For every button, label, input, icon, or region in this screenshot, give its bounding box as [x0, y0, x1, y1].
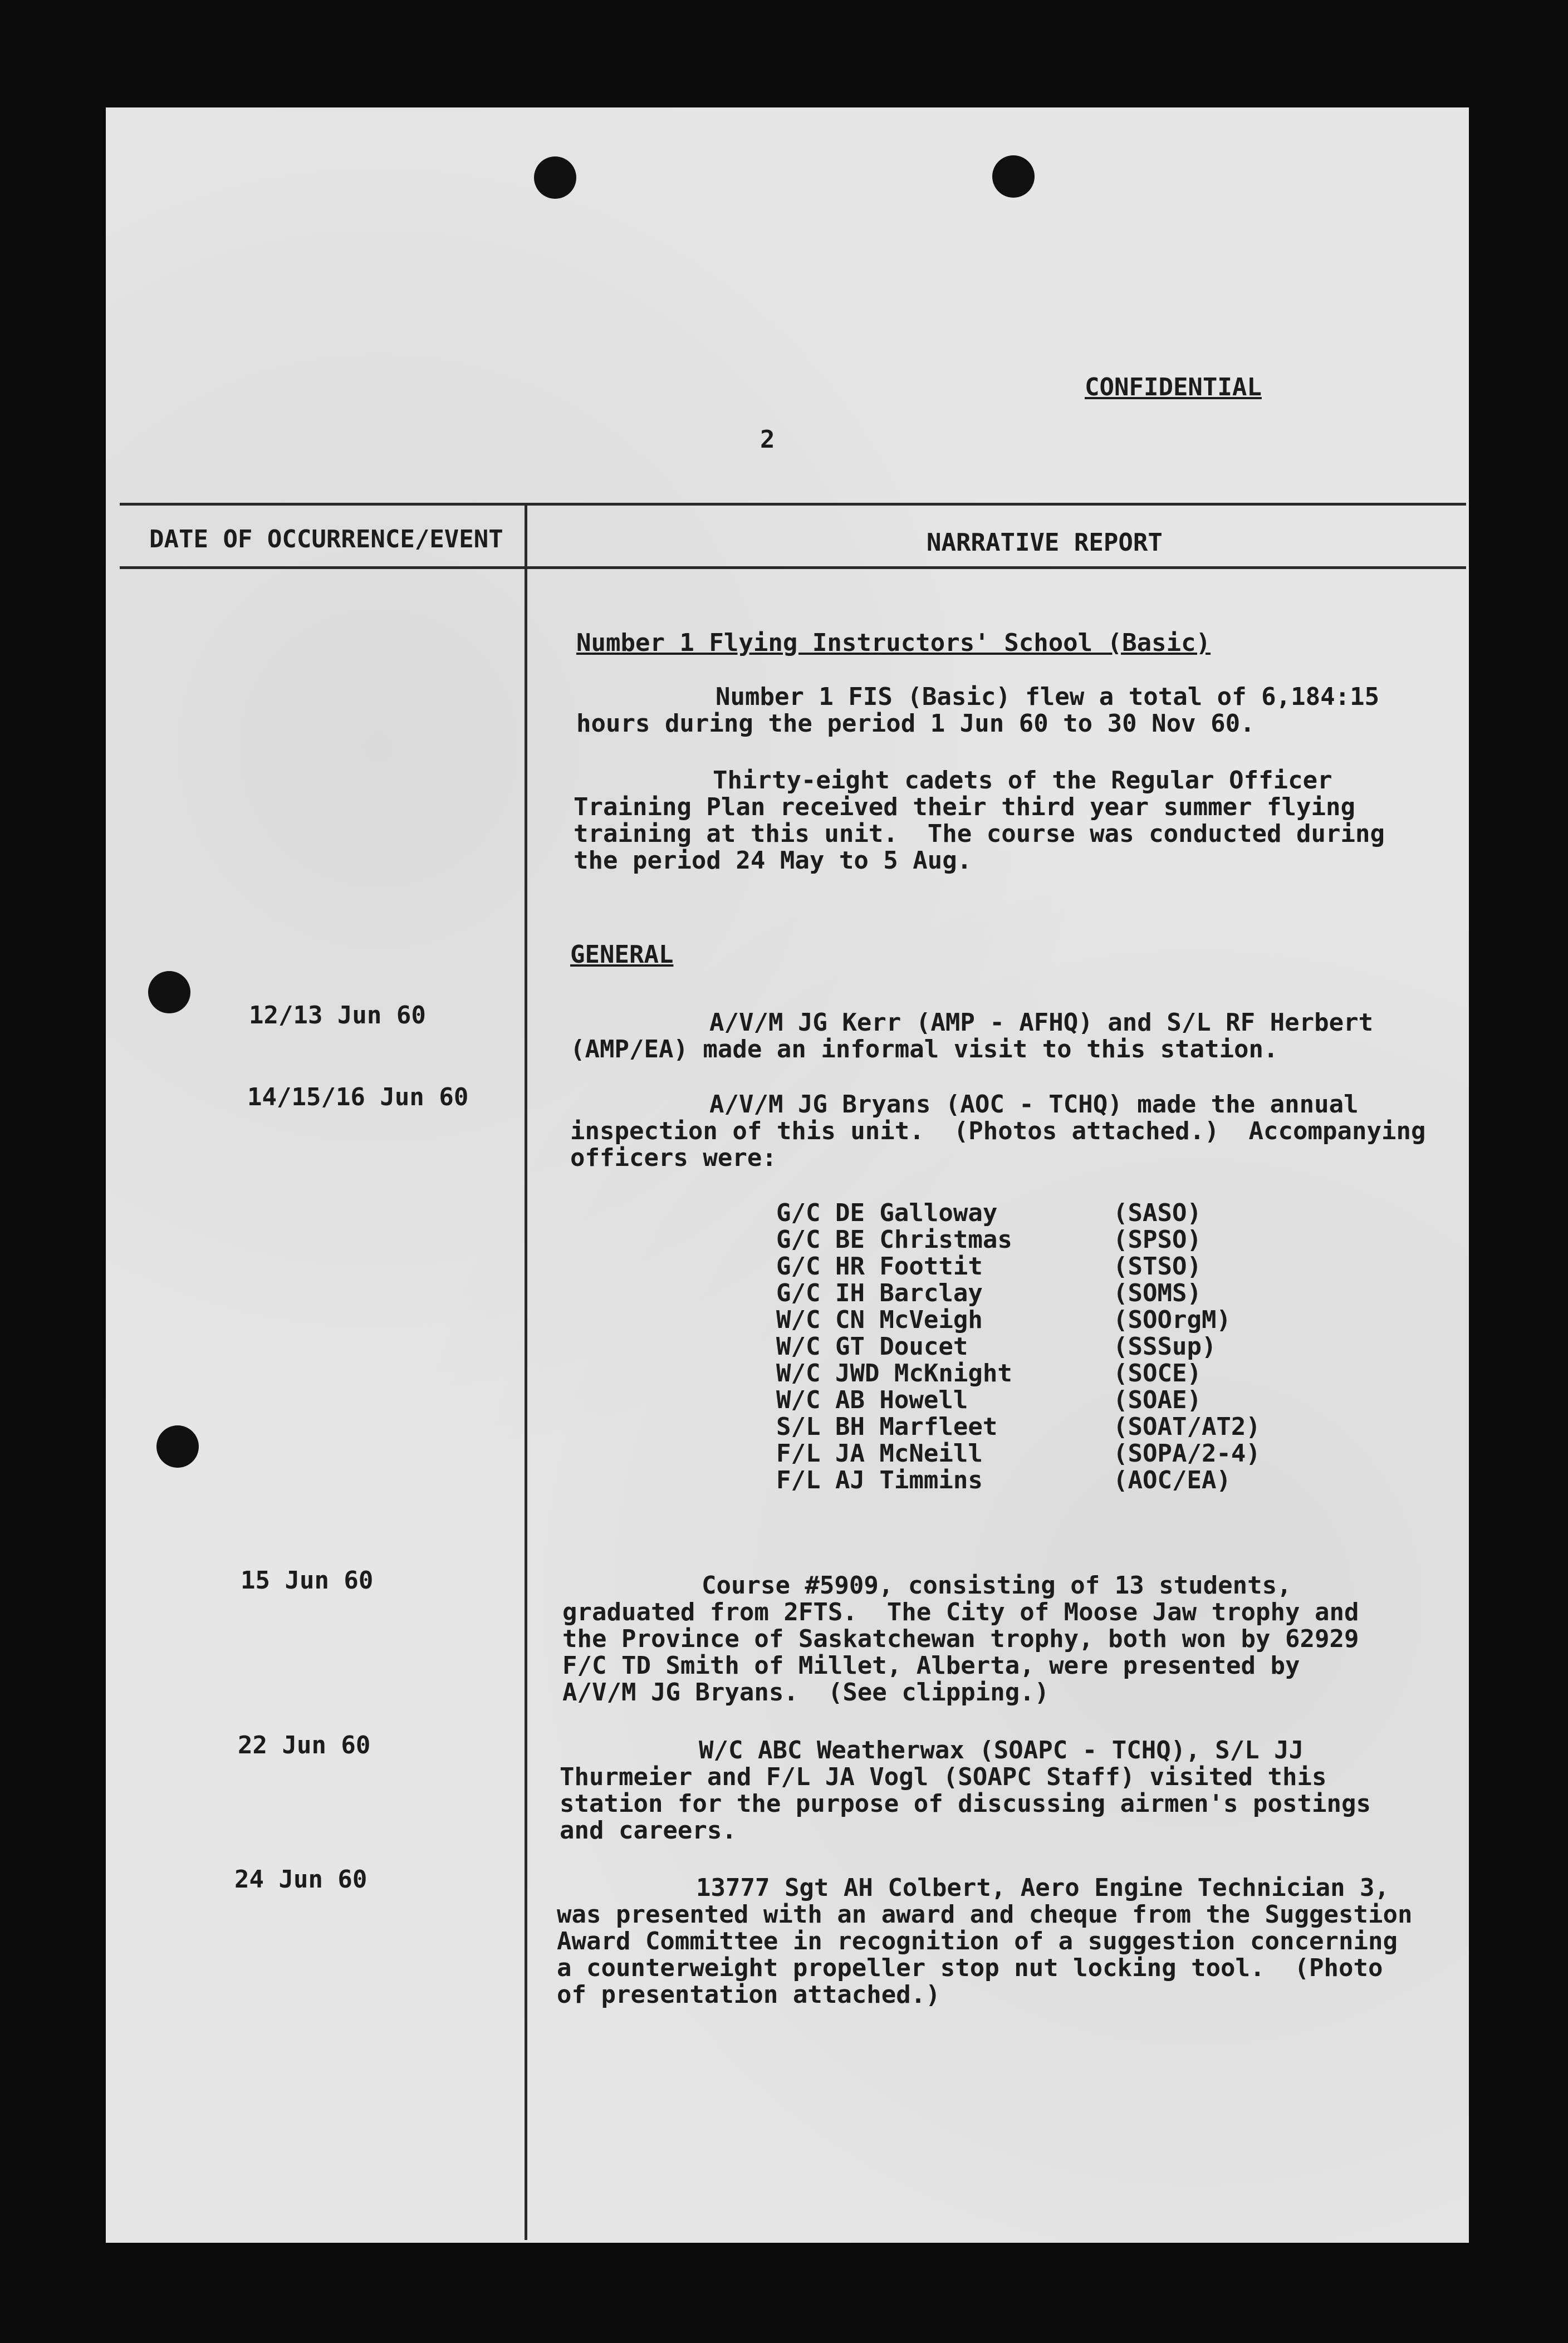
- entry-date: 22 Jun 60: [238, 1731, 371, 1759]
- officer-row: S/L BH Marfleet (SOAT/AT2): [776, 1413, 1261, 1441]
- officer-row: W/C CN McVeigh (SOOrgM): [776, 1306, 1231, 1334]
- entry-date: 14/15/16 Jun 60: [247, 1083, 469, 1111]
- paragraph: Number 1 FIS (Basic) flew a total of 6,184:15 hours during the period 1 Jun 60 to 30 Nov 60.: [576, 683, 1380, 738]
- section-title: GENERAL: [570, 940, 674, 969]
- entry-text: Course #5909, consisting of 13 students, graduated from 2FTS. The City of Moose Jaw trophy and the Province of Saskatchewan trophy, both won by 62929 F/C TD Smith of Millet, Alberta, were presented by A/V/M JG Bryans. (See clipping.): [562, 1571, 1359, 1707]
- officer-row: G/C HR Foottit (STSO): [776, 1252, 1202, 1281]
- entry-text: W/C ABC Weatherwax (SOAPC - TCHQ), S/L JJ Thurmeier and F/L JA Vogl (SOAPC Staff) visited this station for the purpose of discussing airmen's postings and careers.: [560, 1736, 1371, 1845]
- entry-date: 24 Jun 60: [234, 1865, 367, 1894]
- section-title: Number 1 Flying Instructors' School (Basic): [576, 629, 1211, 657]
- paragraph: Thirty-eight cadets of the Regular Officer Training Plan received their third year summer flying training at this unit. The course was conducted during the period 24 May to 5 Aug.: [574, 766, 1385, 875]
- entry-text: A/V/M JG Kerr (AMP - AFHQ) and S/L RF Herbert (AMP/EA) made an informal visit to this station.: [570, 1008, 1374, 1063]
- officer-row: W/C AB Howell (SOAE): [776, 1386, 1202, 1414]
- officer-row: F/L AJ Timmins (AOC/EA): [776, 1466, 1231, 1494]
- officer-row: G/C BE Christmas (SPSO): [776, 1226, 1202, 1254]
- entry-text: A/V/M JG Bryans (AOC - TCHQ) made the annual inspection of this unit. (Photos attached.) Accompanying officers were:: [570, 1090, 1426, 1172]
- page-number: 2: [760, 425, 775, 454]
- entry-text: 13777 Sgt AH Colbert, Aero Engine Technician 3, was presented with an award and cheque from the Suggestion Award Committee in recognition of a suggestion concerning a counterweight propeller stop nut locking tool. (Photo of presentation attached.): [557, 1874, 1413, 2009]
- column-divider: [525, 504, 527, 2240]
- column-header-date: DATE OF OCCURRENCE/EVENT: [149, 525, 503, 553]
- officer-list: [776, 1200, 1261, 1494]
- header-bottom-rule: [120, 566, 1466, 569]
- entry-date: 15 Jun 60: [241, 1566, 374, 1595]
- officer-row: G/C DE Galloway (SASO): [776, 1199, 1202, 1227]
- entry-date: 12/13 Jun 60: [249, 1001, 426, 1030]
- punch-hole: [148, 971, 190, 1013]
- officer-row: F/L JA McNeill (SOPA/2-4): [776, 1439, 1261, 1468]
- table-top-rule: [120, 503, 1466, 506]
- column-header-narrative: NARRATIVE REPORT: [927, 528, 1163, 557]
- officer-row: G/C IH Barclay (SOMS): [776, 1279, 1202, 1307]
- punch-hole: [534, 156, 576, 199]
- officer-row: W/C JWD McKnight (SOCE): [776, 1359, 1202, 1388]
- punch-hole: [992, 155, 1035, 198]
- officer-row: W/C GT Doucet (SSSup): [776, 1332, 1217, 1361]
- classification-label: CONFIDENTIAL: [1085, 373, 1262, 401]
- punch-hole: [156, 1425, 199, 1468]
